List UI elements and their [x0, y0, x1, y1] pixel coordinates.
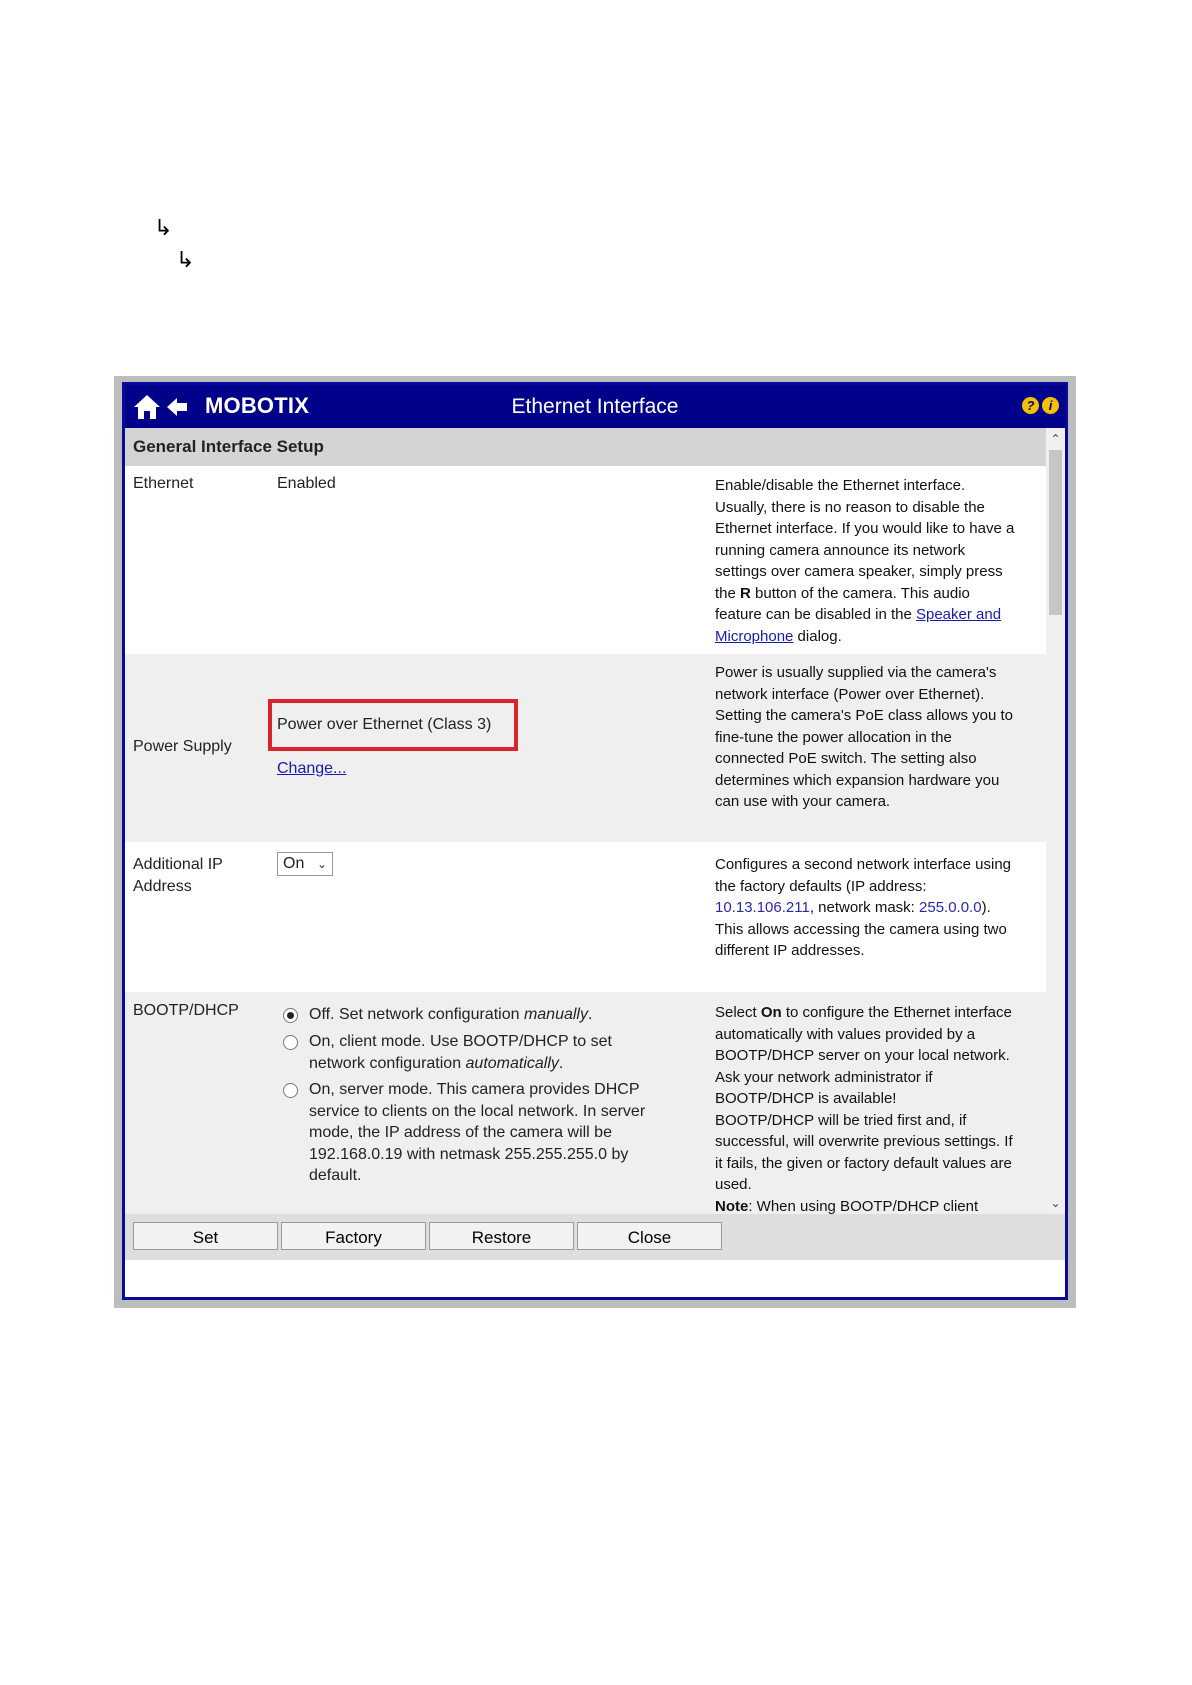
- power-supply-label: Power Supply: [133, 738, 232, 755]
- screenshot-frame: [114, 376, 1076, 1308]
- radio-unselected[interactable]: [283, 1035, 298, 1050]
- radio-selected[interactable]: [283, 1008, 298, 1023]
- additional-ip-help: Configures a second network interface using the factory defaults (IP address: 10.13.106.211, network mask: 255.0.0.0). This allows accessing the camera using two different IP addresses.: [715, 856, 1012, 959]
- bootp-dhcp-help: Select On to configure the Ethernet interface automatically with values provided by a BOOTP/DHCP server on your local network. Ask your network administrator if BOOTP/DHCP is available! BOOTP/DHCP will be tried first and, if successful, will overwrite previous settings. If it fails, the given or factory default values are used. Note: When using BOOTP/DHCP client: [715, 1004, 1013, 1215]
- ethernet-row: [125, 466, 1046, 654]
- additional-ip-label: Additional IP Address: [133, 856, 223, 895]
- title-bar: [125, 385, 1065, 428]
- chevron-down-icon: ⌄: [316, 857, 327, 871]
- factory-button[interactable]: Factory: [281, 1222, 426, 1250]
- help-icon[interactable]: ?: [1022, 397, 1039, 414]
- restore-button[interactable]: Restore: [429, 1222, 574, 1250]
- dialog-title: Ethernet Interface: [511, 395, 679, 418]
- nav-arrow-icon: ↳: [154, 216, 173, 241]
- power-supply-help: Power is usually supplied via the camera's network interface (Power over Ethernet). Setting the camera's PoE class allows you to fine-tune the power allocation in the connected PoE switch. The setting also determines which expansion hardware you can use with your camera.: [715, 664, 1014, 810]
- bootp-option-server[interactable]: On, server mode. This camera provides DHCP service to clients on the local network. In server mode, the IP address of the camera will be 192.168.0.19 with netmask 255.255.255.0 by default.: [283, 1079, 663, 1187]
- bootp-option-client[interactable]: On, client mode. Use BOOTP/DHCP to set network configuration automatically.: [283, 1031, 663, 1074]
- additional-ip-select[interactable]: On ⌄: [277, 852, 333, 876]
- ethernet-label: Ethernet: [133, 475, 194, 492]
- additional-ip-row: [125, 842, 1046, 992]
- nav-arrow-icon: ↳: [176, 248, 195, 273]
- close-button[interactable]: Close: [577, 1222, 722, 1250]
- brand-logo: MOBOTIX: [205, 393, 310, 418]
- scroll-thumb[interactable]: [1049, 450, 1062, 615]
- ethernet-value: Enabled: [277, 475, 336, 492]
- scroll-up-icon[interactable]: ⌃: [1050, 432, 1061, 446]
- set-button[interactable]: Set: [133, 1222, 278, 1250]
- power-supply-row: [125, 654, 1046, 842]
- radio-unselected[interactable]: [283, 1083, 298, 1098]
- info-icon[interactable]: i: [1042, 397, 1059, 414]
- speaker-microphone-link[interactable]: Speaker and Microphone: [715, 606, 1002, 645]
- section-title: General Interface Setup: [125, 428, 1046, 466]
- bootp-option-off[interactable]: Off. Set network configuration manually.: [283, 1004, 663, 1026]
- settings-content: [125, 428, 1046, 1214]
- bootp-dhcp-row: [125, 992, 1046, 1252]
- vertical-scrollbar[interactable]: [1046, 428, 1065, 1214]
- button-bar: [125, 1214, 1065, 1260]
- bootp-dhcp-label: BOOTP/DHCP: [133, 1002, 239, 1019]
- scroll-down-icon[interactable]: ⌄: [1050, 1196, 1061, 1210]
- power-supply-value: Power over Ethernet (Class 3): [277, 716, 492, 733]
- change-power-link[interactable]: Change...: [277, 760, 347, 777]
- ethernet-help: Enable/disable the Ethernet interface. Usually, there is no reason to disable the Ethernet interface. If you would like to have a running camera announce its network settings over camera speaker, simply press the R button of the camera. This audio feature can be disabled in the Speaker and Microphone dialog.: [715, 477, 1015, 645]
- ethernet-interface-dialog: [122, 382, 1068, 1300]
